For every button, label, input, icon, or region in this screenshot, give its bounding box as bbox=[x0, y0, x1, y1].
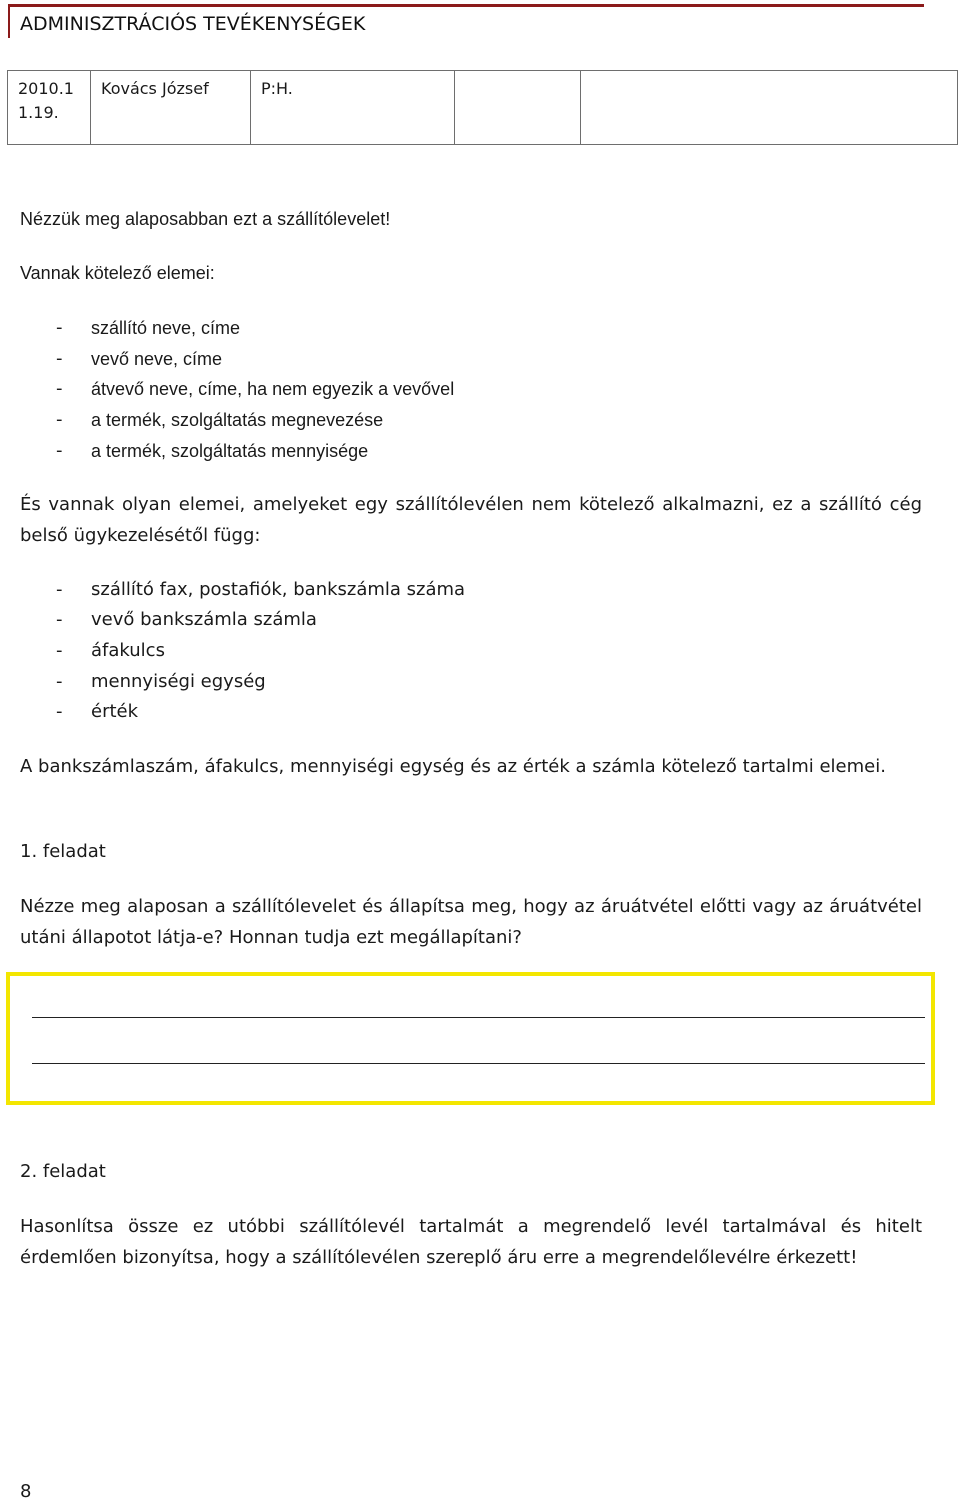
list-item: a termék, szolgáltatás megnevezése bbox=[91, 410, 384, 430]
mandatory-heading: Vannak kötelező elemei: bbox=[20, 263, 215, 283]
list-item: szállító neve, címe bbox=[91, 318, 241, 338]
optional-intro: És vannak olyan elemei, amelyeket egy szállítólevélen nem kötelező alkalmazni, ez a szállító cég belső ügykezelésétől függ: bbox=[20, 494, 922, 546]
list-item: mennyiségi egység bbox=[91, 671, 266, 692]
header-title: ADMINISZTRÁCIÓS TEVÉKENYSÉGEK bbox=[20, 13, 366, 35]
list-item: áfakulcs bbox=[91, 640, 165, 661]
list-item: átvevő neve, címe, ha nem egyezik a vevővel bbox=[91, 379, 455, 399]
answer-line[interactable] bbox=[32, 1017, 925, 1018]
meta-row bbox=[8, 71, 958, 145]
list-dash: - bbox=[56, 579, 63, 600]
list-dash: - bbox=[56, 440, 63, 461]
task1-text: Nézze meg alaposan a szállítólevelet és állapítsa meg, hogy az áruátvétel előtti vagy az áruátvétel utáni állapotot látja-e? Honnan tudja ezt megállapítani? bbox=[20, 896, 922, 948]
meta-name: Kovács József bbox=[91, 71, 251, 145]
list-dash: - bbox=[56, 348, 63, 369]
meta-blank-cell bbox=[455, 71, 581, 145]
meta-table bbox=[7, 70, 958, 145]
meta-code: P:H. bbox=[251, 71, 455, 145]
intro-text: Nézzük meg alaposabban ezt a szállítólevelet! bbox=[20, 209, 391, 229]
list-dash: - bbox=[56, 701, 63, 722]
list-item: a termék, szolgáltatás mennyisége bbox=[91, 441, 369, 461]
list-item: szállító fax, postafiók, bankszámla száma bbox=[91, 579, 466, 600]
answer-line[interactable] bbox=[32, 1063, 925, 1064]
answer-box[interactable] bbox=[6, 972, 935, 1105]
task2-title: 2. feladat bbox=[20, 1161, 106, 1182]
list-dash: - bbox=[56, 671, 63, 692]
list-dash: - bbox=[56, 640, 63, 661]
document-header bbox=[8, 4, 924, 38]
list-dash: - bbox=[56, 409, 63, 430]
invoice-note: A bankszámlaszám, áfakulcs, mennyiségi egység és az érték a számla kötelező tartalmi elemei. bbox=[20, 756, 886, 777]
meta-date: 2010.1 1.19. bbox=[8, 71, 91, 145]
meta-blank-cell bbox=[581, 71, 958, 145]
list-item: érték bbox=[91, 701, 139, 722]
task1-title: 1. feladat bbox=[20, 841, 106, 862]
list-dash: - bbox=[56, 609, 63, 630]
list-item: vevő neve, címe bbox=[91, 349, 223, 369]
list-dash: - bbox=[56, 378, 63, 399]
task2-text: Hasonlítsa össze ez utóbbi szállítólevél tartalmát a megrendelő levél tartalmával és hitelt érdemlően bizonyítsa, hogy a szállítólevélen szereplő áru erre a megrendelőlevélre érkezett! bbox=[20, 1216, 922, 1268]
list-dash: - bbox=[56, 317, 63, 338]
page-number: 8 bbox=[20, 1481, 32, 1502]
list-item: vevő bankszámla számla bbox=[91, 609, 317, 630]
